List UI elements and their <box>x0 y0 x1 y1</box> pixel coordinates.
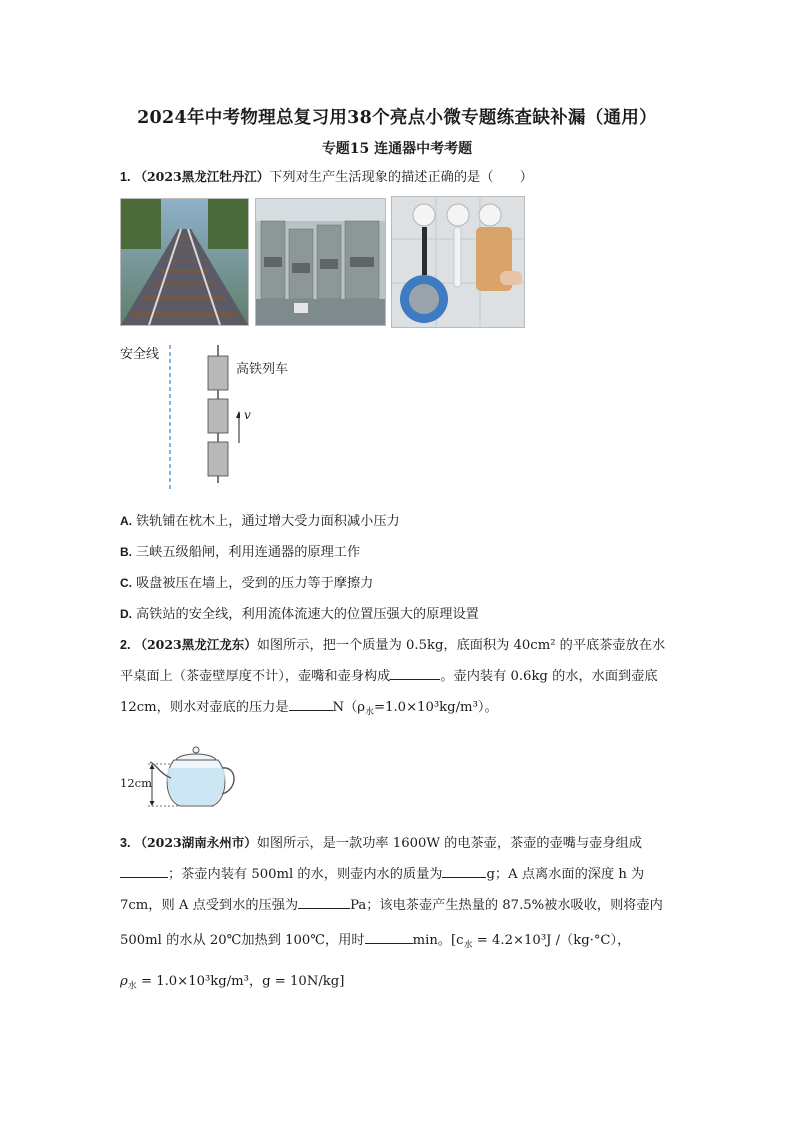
ship-lock-photo <box>255 198 386 326</box>
q3-blank-2 <box>442 864 486 878</box>
q3-source: （2023湖南永州市） <box>134 835 257 850</box>
q2-line2: 平桌面上（茶壶壁厚度不计），壶嘴和壶身构成 。壶内装有 0.6kg 的水，水面到壶底 <box>120 665 658 684</box>
q2-line3: 12cm，则水对壶底的压力是 $N(\rho_水=1.0\times 10^3kg/m^3)$。 <box>120 696 498 718</box>
page-title: 2024年中考物理总复习用38个亮点小微专题练查缺补漏（通用） <box>137 108 657 128</box>
teapot-height-label: 12cm <box>120 776 152 790</box>
q1-option-b: B. 三峡五级船闸，利用连通器的原理工作 <box>120 545 361 560</box>
q1-source: （2023黑龙江牡丹江） <box>134 169 270 184</box>
q3-line1: 3. （2023湖南永州市）如图所示，是一款功率 1600W 的电茶壶，茶壶的壶嘴与壶身组成 <box>120 835 642 851</box>
page-subtitle: 专题15 连通器中考考题 <box>321 141 473 157</box>
arrow-down-icon <box>150 801 155 806</box>
q1-option-d: D. 高铁站的安全线，利用流体流速大的位置压强大的原理设置 <box>120 607 479 622</box>
train-car <box>208 356 228 390</box>
q3-line2: ；茶壶内装有 500ml 的水，则壶内水的质量为 g；A 点离水面的深度 h 为 <box>120 863 644 882</box>
train-diagram <box>160 343 240 493</box>
train-car <box>208 399 228 433</box>
q1-number: 1. <box>120 170 131 184</box>
q1-option-c: C. 吸盘被压在墙上，受到的压力等于摩擦力 <box>120 576 374 591</box>
train-car <box>208 442 228 476</box>
q3-line3: 7cm，则 A 点受到水的压强为 Pa；该电茶壶产生热量的 87.5%被水吸收，则将壶内 <box>120 894 663 913</box>
railway-photo <box>120 198 249 326</box>
q2-blank-1 <box>390 666 440 680</box>
suction-cup-photo <box>391 196 525 328</box>
q3-line4: 500ml 的水从 20℃加热到 100℃，用时 min。[$c_水 = 4.2\times 10^3J$ /（kg·°C）， <box>120 929 630 951</box>
velocity-label: v <box>244 408 251 422</box>
train-label: 高铁列车 <box>236 362 289 377</box>
q1-option-a: A. 铁轨铺在枕木上，通过增大受力面积减小压力 <box>120 514 400 529</box>
q2-blank-2 <box>289 697 333 711</box>
q1-stem <box>120 166 533 185</box>
q3-blank-3 <box>298 895 350 909</box>
q3-blank-4 <box>365 930 413 944</box>
teapot-figure <box>146 738 242 812</box>
q1-stem-text: 下列对生产生活现象的描述正确的是（ ） <box>269 170 533 185</box>
q3-blank-1 <box>120 864 168 878</box>
q2-source: （2023黑龙江龙东） <box>134 637 257 652</box>
safety-line-label: 安全线 <box>120 347 160 362</box>
q2-line1: 2. （2023黑龙江龙东）如图所示，把一个质量为 0.5kg，底面积为 40cm² 的平底茶壶放在水 <box>120 637 666 653</box>
q3-line5: $\rho_水 = 1.0\times 10^3kg/m^3$，g = 10N/kg] <box>120 974 345 992</box>
arrow-head-icon <box>236 411 240 418</box>
